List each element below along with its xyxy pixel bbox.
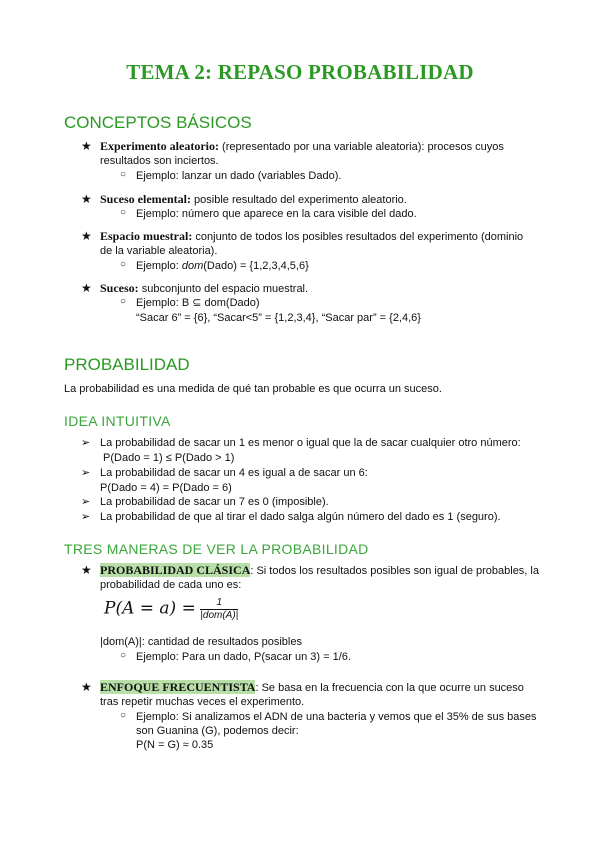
term-description: (representado por una variable aleatoria): procesos cuyos [222, 141, 504, 153]
example-prefix: Ejemplo: [136, 260, 182, 272]
star-bullet-icon: ★ [81, 563, 92, 577]
star-bullet-icon: ★ [81, 281, 92, 295]
list-item [100, 563, 545, 579]
list-item [100, 680, 545, 696]
note-text: |dom(A)|: cantidad de resultados posibles [100, 636, 302, 648]
intro-paragraph: La probabilidad es una medida de qué tan probable es que ocurra un suceso. [64, 383, 442, 395]
list-item [100, 281, 308, 297]
arrow-bullet-icon: ➢ [81, 467, 91, 479]
page-title: TEMA 2: REPASO PROBABILIDAD [126, 60, 474, 84]
term-probabilidad-clasica: PROBABILIDAD CLÁSICA [100, 563, 251, 577]
circle-bullet-icon: ○ [120, 259, 127, 270]
list-item: La probabilidad de sacar un 1 es menor o igual que la de sacar cualquier otro número: [100, 437, 521, 449]
star-bullet-icon: ★ [81, 192, 92, 206]
term-description-cont: tras repetir muchas veces el experimento. [100, 696, 305, 708]
section-heading-conceptos: CONCEPTOS BÁSICOS [64, 113, 252, 132]
section-heading-probabilidad: PROBABILIDAD [64, 355, 190, 374]
term-description: subconjunto del espacio muestral. [141, 283, 309, 295]
circle-bullet-icon: ○ [120, 710, 127, 721]
term-experimento: Experimento aleatorio: [100, 139, 219, 153]
example-text: Ejemplo: número que aparece en la cara visible del dado. [136, 208, 417, 220]
list-item [100, 139, 541, 155]
arrow-bullet-icon: ➢ [81, 511, 91, 523]
formula-left: P(A = a) = [104, 598, 196, 619]
list-item: La probabilidad de que al tirar el dado salga algún número del dado es 1 (seguro). [100, 511, 501, 523]
example-text-cont: son Guanina (G), podemos decir: [136, 725, 299, 737]
circle-bullet-icon: ○ [120, 296, 127, 307]
term-espacio-muestral: Espacio muestral: [100, 229, 193, 243]
example-text-cont: “Sacar 6” = {6}, “Sacar<5” = {1,2,3,4}, “Sacar par” = {2,4,6} [136, 312, 421, 324]
formula-denominator: |dom(A)| [200, 610, 239, 621]
example-text: Ejemplo: Si analizamos el ADN de una bacteria y vemos que el 35% de sus bases [136, 711, 537, 723]
term-description-cont: de la variable aleatoria). [100, 245, 218, 257]
list-item-formula: P(Dado = 4) = P(Dado = 6) [100, 482, 232, 494]
term-description: : Se basa en la frecuencia con la que ocurre un suceso [255, 682, 524, 694]
list-item [100, 192, 407, 208]
arrow-bullet-icon: ➢ [81, 496, 91, 508]
star-bullet-icon: ★ [81, 139, 92, 153]
term-description: conjunto de todos los posibles resultados del experimento (dominio [195, 231, 524, 243]
arrow-bullet-icon: ➢ [81, 437, 91, 449]
term-description-cont: resultados son inciertos. [100, 155, 219, 167]
example-suffix: (Dado) = {1,2,3,4,5,6} [203, 260, 309, 272]
list-item: La probabilidad de sacar un 4 es igual a de sacar un 6: [100, 467, 368, 479]
circle-bullet-icon: ○ [120, 650, 127, 661]
formula-fraction [200, 597, 238, 622]
subheading-tres-maneras: TRES MANERAS DE VER LA PROBABILIDAD [64, 541, 369, 557]
list-item: La probabilidad de sacar un 7 es 0 (imposible). [100, 496, 329, 508]
list-item-formula: P(Dado = 1) ≤ P(Dado > 1) [100, 452, 235, 464]
star-bullet-icon: ★ [81, 680, 92, 694]
term-enfoque-frecuentista: ENFOQUE FRECUENTISTA [100, 680, 256, 694]
example-formula: P(N = G) ≈ 0.35 [136, 739, 214, 751]
subheading-idea-intuitiva: IDEA INTUITIVA [64, 413, 171, 429]
list-item [100, 229, 545, 245]
example-text: Ejemplo: lanzar un dado (variables Dado). [136, 170, 342, 182]
circle-bullet-icon: ○ [120, 207, 127, 218]
term-suceso: Suceso: [100, 281, 139, 295]
term-description: : Si todos los resultados posibles son igual de probables, la [250, 565, 539, 577]
example-italic: dom [181, 260, 204, 272]
example-text: Ejemplo: Para un dado, P(sacar un 3) = 1/6. [136, 651, 351, 663]
example-text: Ejemplo: B ⊆ dom(Dado) [136, 297, 260, 309]
formula [104, 597, 238, 622]
term-description: posible resultado del experimento aleatorio. [194, 194, 407, 206]
star-bullet-icon: ★ [81, 229, 92, 243]
formula-numerator: 1 [200, 597, 238, 610]
circle-bullet-icon: ○ [120, 169, 127, 180]
example-text [136, 259, 309, 274]
term-description-cont: probabilidad de cada uno es: [100, 579, 242, 591]
term-suceso-elemental: Suceso elemental: [100, 192, 191, 206]
